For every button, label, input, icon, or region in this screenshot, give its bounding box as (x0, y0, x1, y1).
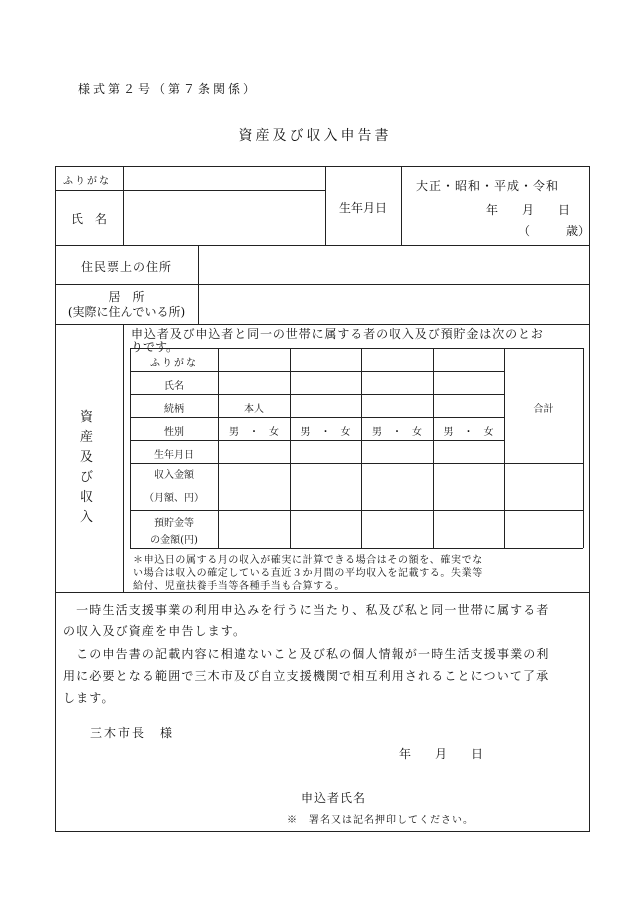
row-label-name: 氏名 (164, 381, 184, 392)
addressee: 三木市長 様 (90, 726, 175, 740)
relation-self: 本人 (244, 404, 264, 415)
note-line-3: 給付、児童扶養手当等各種手当も合算する。 (133, 581, 345, 592)
gender-option[interactable]: 男 ・ 女 (229, 427, 279, 438)
gender-option[interactable]: 男 ・ 女 (443, 427, 494, 438)
declaration-line-2: の収入及び資産を申告します。 (63, 624, 247, 638)
page-title: 資産及び収入申告書 (238, 128, 392, 144)
registered-address-label: 住民票上の住所 (80, 260, 172, 274)
registered-address-field[interactable] (204, 249, 584, 281)
row-label-gender: 性別 (164, 427, 184, 438)
era-options[interactable]: 大正・昭和・平成・令和 (416, 179, 560, 193)
declaration-line-3: この申告書の記載内容に相違ないこと及び私の個人情報が一時生活支援事業の利 (63, 647, 550, 661)
note-line-1: ＊申込日の属する月の収入が確実に計算できる場合はその額を、確実でな (133, 555, 483, 566)
signature-note: ※ 署名又は記名押印してください。 (287, 815, 474, 826)
row-label-relation: 続柄 (164, 404, 184, 415)
residence-label: 居 所 (108, 290, 145, 304)
row-label-income-unit: （月額、円） (144, 493, 204, 504)
declaration-date-line[interactable]: 年 月 日 (399, 747, 484, 761)
age-line[interactable]: （ 歳） (518, 224, 591, 238)
row-label-income: 収入金額 (154, 470, 194, 481)
declaration-line-1: 一時生活支援事業の利用申込みを行うに当たり、私及び私と同一世帯に属する者 (63, 603, 550, 617)
furigana-label: ふりがな (63, 176, 111, 187)
declaration-line-4: 用に必要となる範囲で三木市及び自立支援機関で相互利用されることについて了承 (63, 669, 550, 683)
row-label-birthdate: 生年月日 (154, 450, 194, 461)
form-number-label: 様式第２号（第７条関係） (78, 82, 259, 96)
note-line-2: い場合は収入の確定している直近３か月間の平均収入を記載する。失業等 (133, 568, 483, 579)
birth-date-line[interactable]: 年 月 日 (486, 203, 571, 217)
name-label: 氏 名 (70, 212, 107, 226)
birthdate-label: 生年月日 (338, 201, 387, 215)
residence-field[interactable] (204, 288, 584, 320)
total-label: 合計 (533, 404, 554, 415)
row-label-savings: 預貯金等 (154, 518, 194, 529)
assets-section-label: 資産及び収入 (80, 410, 94, 525)
furigana-field[interactable] (128, 168, 320, 188)
applicant-name-label: 申込者氏名 (301, 791, 367, 805)
gender-option[interactable]: 男 ・ 女 (300, 427, 351, 438)
assets-intro-line-1: 申込者及び申込者と同一の世帯に属する者の収入及び預貯金は次のとお (131, 327, 544, 341)
gender-option[interactable]: 男 ・ 女 (372, 427, 422, 438)
row-label-savings-unit: の金額(円) (150, 535, 198, 546)
row-label-furigana: ふりがな (150, 358, 198, 369)
assets-intro-line-2: りです。 (131, 340, 179, 354)
residence-sub-label: (実際に住んでいる所) (67, 305, 186, 319)
name-field[interactable] (128, 194, 320, 242)
declaration-line-5: します。 (63, 691, 115, 705)
